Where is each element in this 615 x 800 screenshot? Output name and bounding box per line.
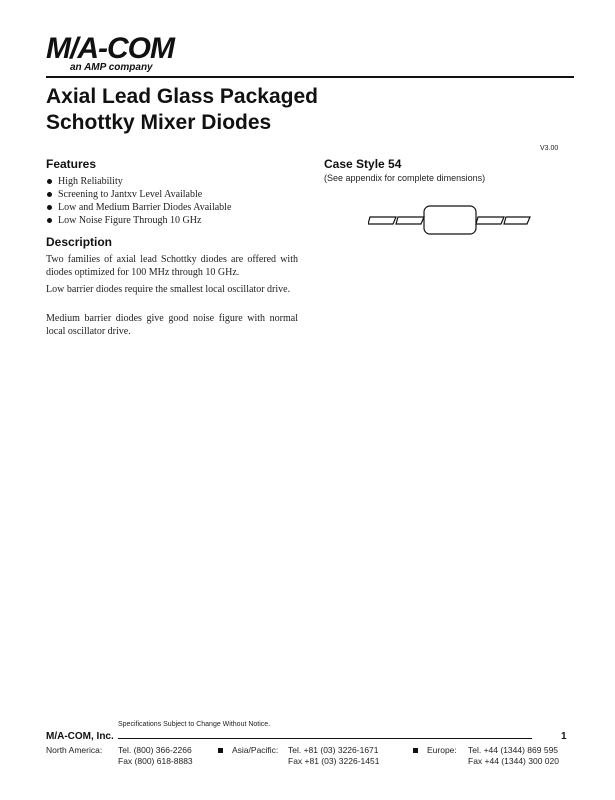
features-heading: Features (46, 157, 97, 171)
features-list (46, 175, 316, 227)
glass-body (424, 206, 476, 234)
bullet-icon (47, 205, 52, 210)
description-paragraph-1: Two families of axial lead Schottky diodes are offered with diodes optimized for 100 MHz through 10 GHz. (46, 254, 298, 278)
logo-tagline: an AMP company (70, 62, 153, 73)
bullet-icon (47, 179, 52, 184)
europe-fax: Fax +44 (1344) 300 020 (468, 756, 559, 766)
north-america-contacts (118, 745, 193, 767)
page-number: 1 (561, 731, 567, 742)
square-bullet-icon (413, 748, 418, 753)
right-lead-segment (476, 217, 504, 224)
bullet-icon (47, 192, 52, 197)
list-item (46, 214, 316, 227)
europe-tel: Tel. +44 (1344) 869 595 (468, 745, 559, 755)
left-lead-segment (396, 217, 424, 224)
europe-label: Europe: (427, 745, 457, 755)
description-heading: Description (46, 235, 113, 249)
description-paragraph-3: Medium barrier diodes give good noise figure with normal local oscillator drive. (46, 313, 298, 337)
square-bullet-icon (218, 748, 223, 753)
description-paragraph-2: Low barrier diodes require the smallest local oscillator drive. (46, 284, 291, 295)
bullet-icon (47, 218, 52, 223)
list-item (46, 175, 316, 188)
asia-pacific-fax: Fax +81 (03) 3226-1451 (288, 756, 380, 766)
asia-pacific-label: Asia/Pacific: (232, 745, 279, 755)
feature-text: High Reliability (58, 176, 123, 187)
document-title (46, 84, 446, 136)
footer-rule (118, 738, 532, 739)
north-america-fax: Fax (800) 618-8883 (118, 756, 193, 766)
asia-pacific-contacts (288, 745, 379, 767)
header-rule (46, 76, 574, 78)
right-lead-segment (504, 217, 530, 224)
feature-text: Screening to Jantxv Level Available (58, 189, 203, 200)
title-line-1: Axial Lead Glass Packaged (46, 85, 318, 108)
company-logo (46, 34, 176, 76)
north-america-tel: Tel. (800) 366-2266 (118, 745, 192, 755)
europe-contacts (468, 745, 559, 767)
diode-package-drawing (368, 200, 533, 240)
logo-text: M/A-COM (46, 32, 174, 65)
feature-text: Low Noise Figure Through 10 GHz (58, 215, 202, 226)
feature-text: Low and Medium Barrier Diodes Available (58, 202, 232, 213)
north-america-label: North America: (46, 745, 103, 755)
case-style-heading: Case Style 54 (324, 157, 402, 171)
title-line-2: Schottky Mixer Diodes (46, 111, 272, 134)
list-item (46, 188, 316, 201)
case-style-subtitle: (See appendix for complete dimensions) (324, 173, 486, 183)
footer-company: M/A-COM, Inc. (46, 731, 114, 742)
version-label: V3.00 (540, 145, 559, 152)
left-lead-segment (368, 217, 396, 224)
spec-note: Specifications Subject to Change Without Notice. (118, 721, 271, 728)
list-item (46, 201, 316, 214)
asia-pacific-tel: Tel. +81 (03) 3226-1671 (288, 745, 379, 755)
